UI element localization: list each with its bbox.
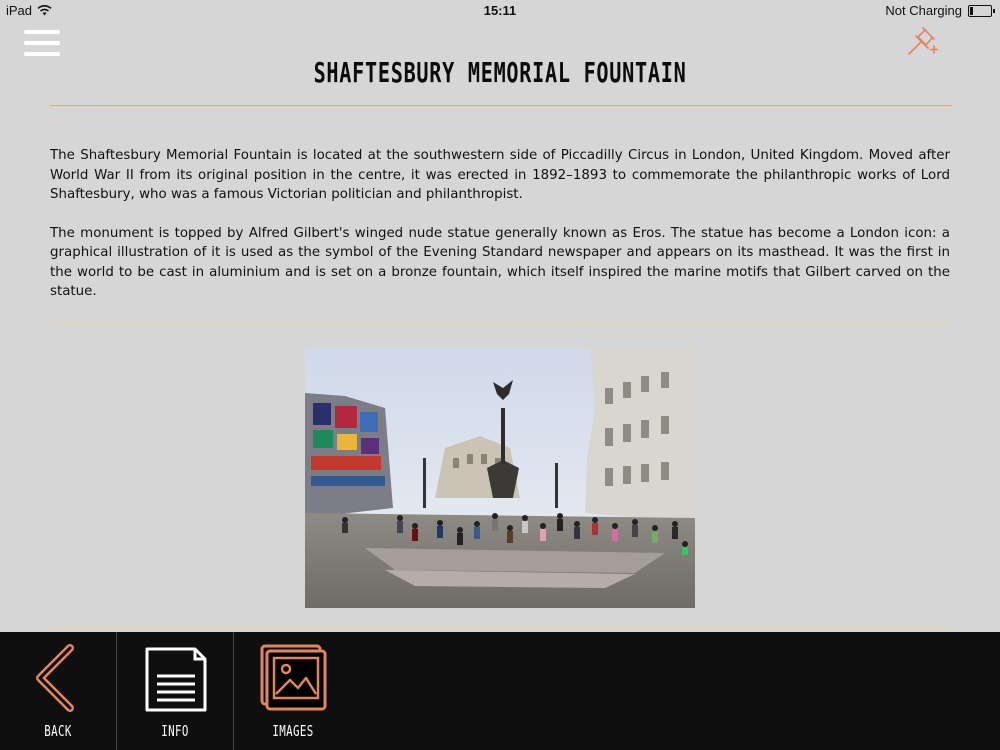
back-button[interactable] xyxy=(0,632,116,750)
article-body xyxy=(50,146,950,321)
paragraph: The monument is topped by Alfred Gilbert's winged nude statue generally known as Eros. The statue has become a London icon: a graphical illustration of it is used as the symbol of the Evening Standard newspaper and appears on its masthead. It was the first in the world to be cast in aluminium and is set on a bronze fountain, which itself inspired the marine motifs that Gilbert carved on the statue. xyxy=(50,225,950,299)
info-button[interactable] xyxy=(117,632,233,750)
back-label: BACK xyxy=(44,722,72,740)
charging-status: Not Charging xyxy=(885,3,962,18)
status-right xyxy=(885,3,992,18)
pin-icon xyxy=(904,22,940,58)
fountain-photo[interactable] xyxy=(305,348,695,608)
page-title: SHAFTESBURY MEMORIAL FOUNTAIN xyxy=(313,56,687,89)
device-name: iPad xyxy=(6,3,33,18)
info-label: INFO xyxy=(161,722,189,740)
status-time: 15:11 xyxy=(483,3,517,18)
hamburger-menu-icon xyxy=(24,30,60,34)
back-chevron-icon xyxy=(0,632,116,722)
images-button[interactable] xyxy=(234,632,352,750)
images-icon xyxy=(234,632,352,722)
paragraph: The Shaftesbury Memorial Fountain is located at the southwestern side of Piccadilly Circus in London, United Kingdom. Moved after World War II from its original position in the centre, it was erected in 1892–1893 to commemorate the philanthropic works of Lord Shaftesbury, who was a famous Victorian politician and philanthropist. xyxy=(50,148,950,202)
pin-button[interactable] xyxy=(904,22,940,58)
nav-spacer xyxy=(352,632,353,750)
section-divider xyxy=(50,627,950,628)
status-bar xyxy=(0,0,1000,22)
hamburger-menu-icon xyxy=(24,52,60,56)
section-divider xyxy=(50,322,950,323)
images-label: IMAGES xyxy=(272,722,314,740)
menu-button[interactable] xyxy=(24,30,60,56)
hamburger-menu-icon xyxy=(24,41,60,45)
bottom-nav-bar xyxy=(0,632,1000,750)
document-icon xyxy=(117,632,233,722)
battery-icon xyxy=(968,5,992,17)
title-divider xyxy=(50,105,952,106)
battery-fill xyxy=(970,7,973,15)
